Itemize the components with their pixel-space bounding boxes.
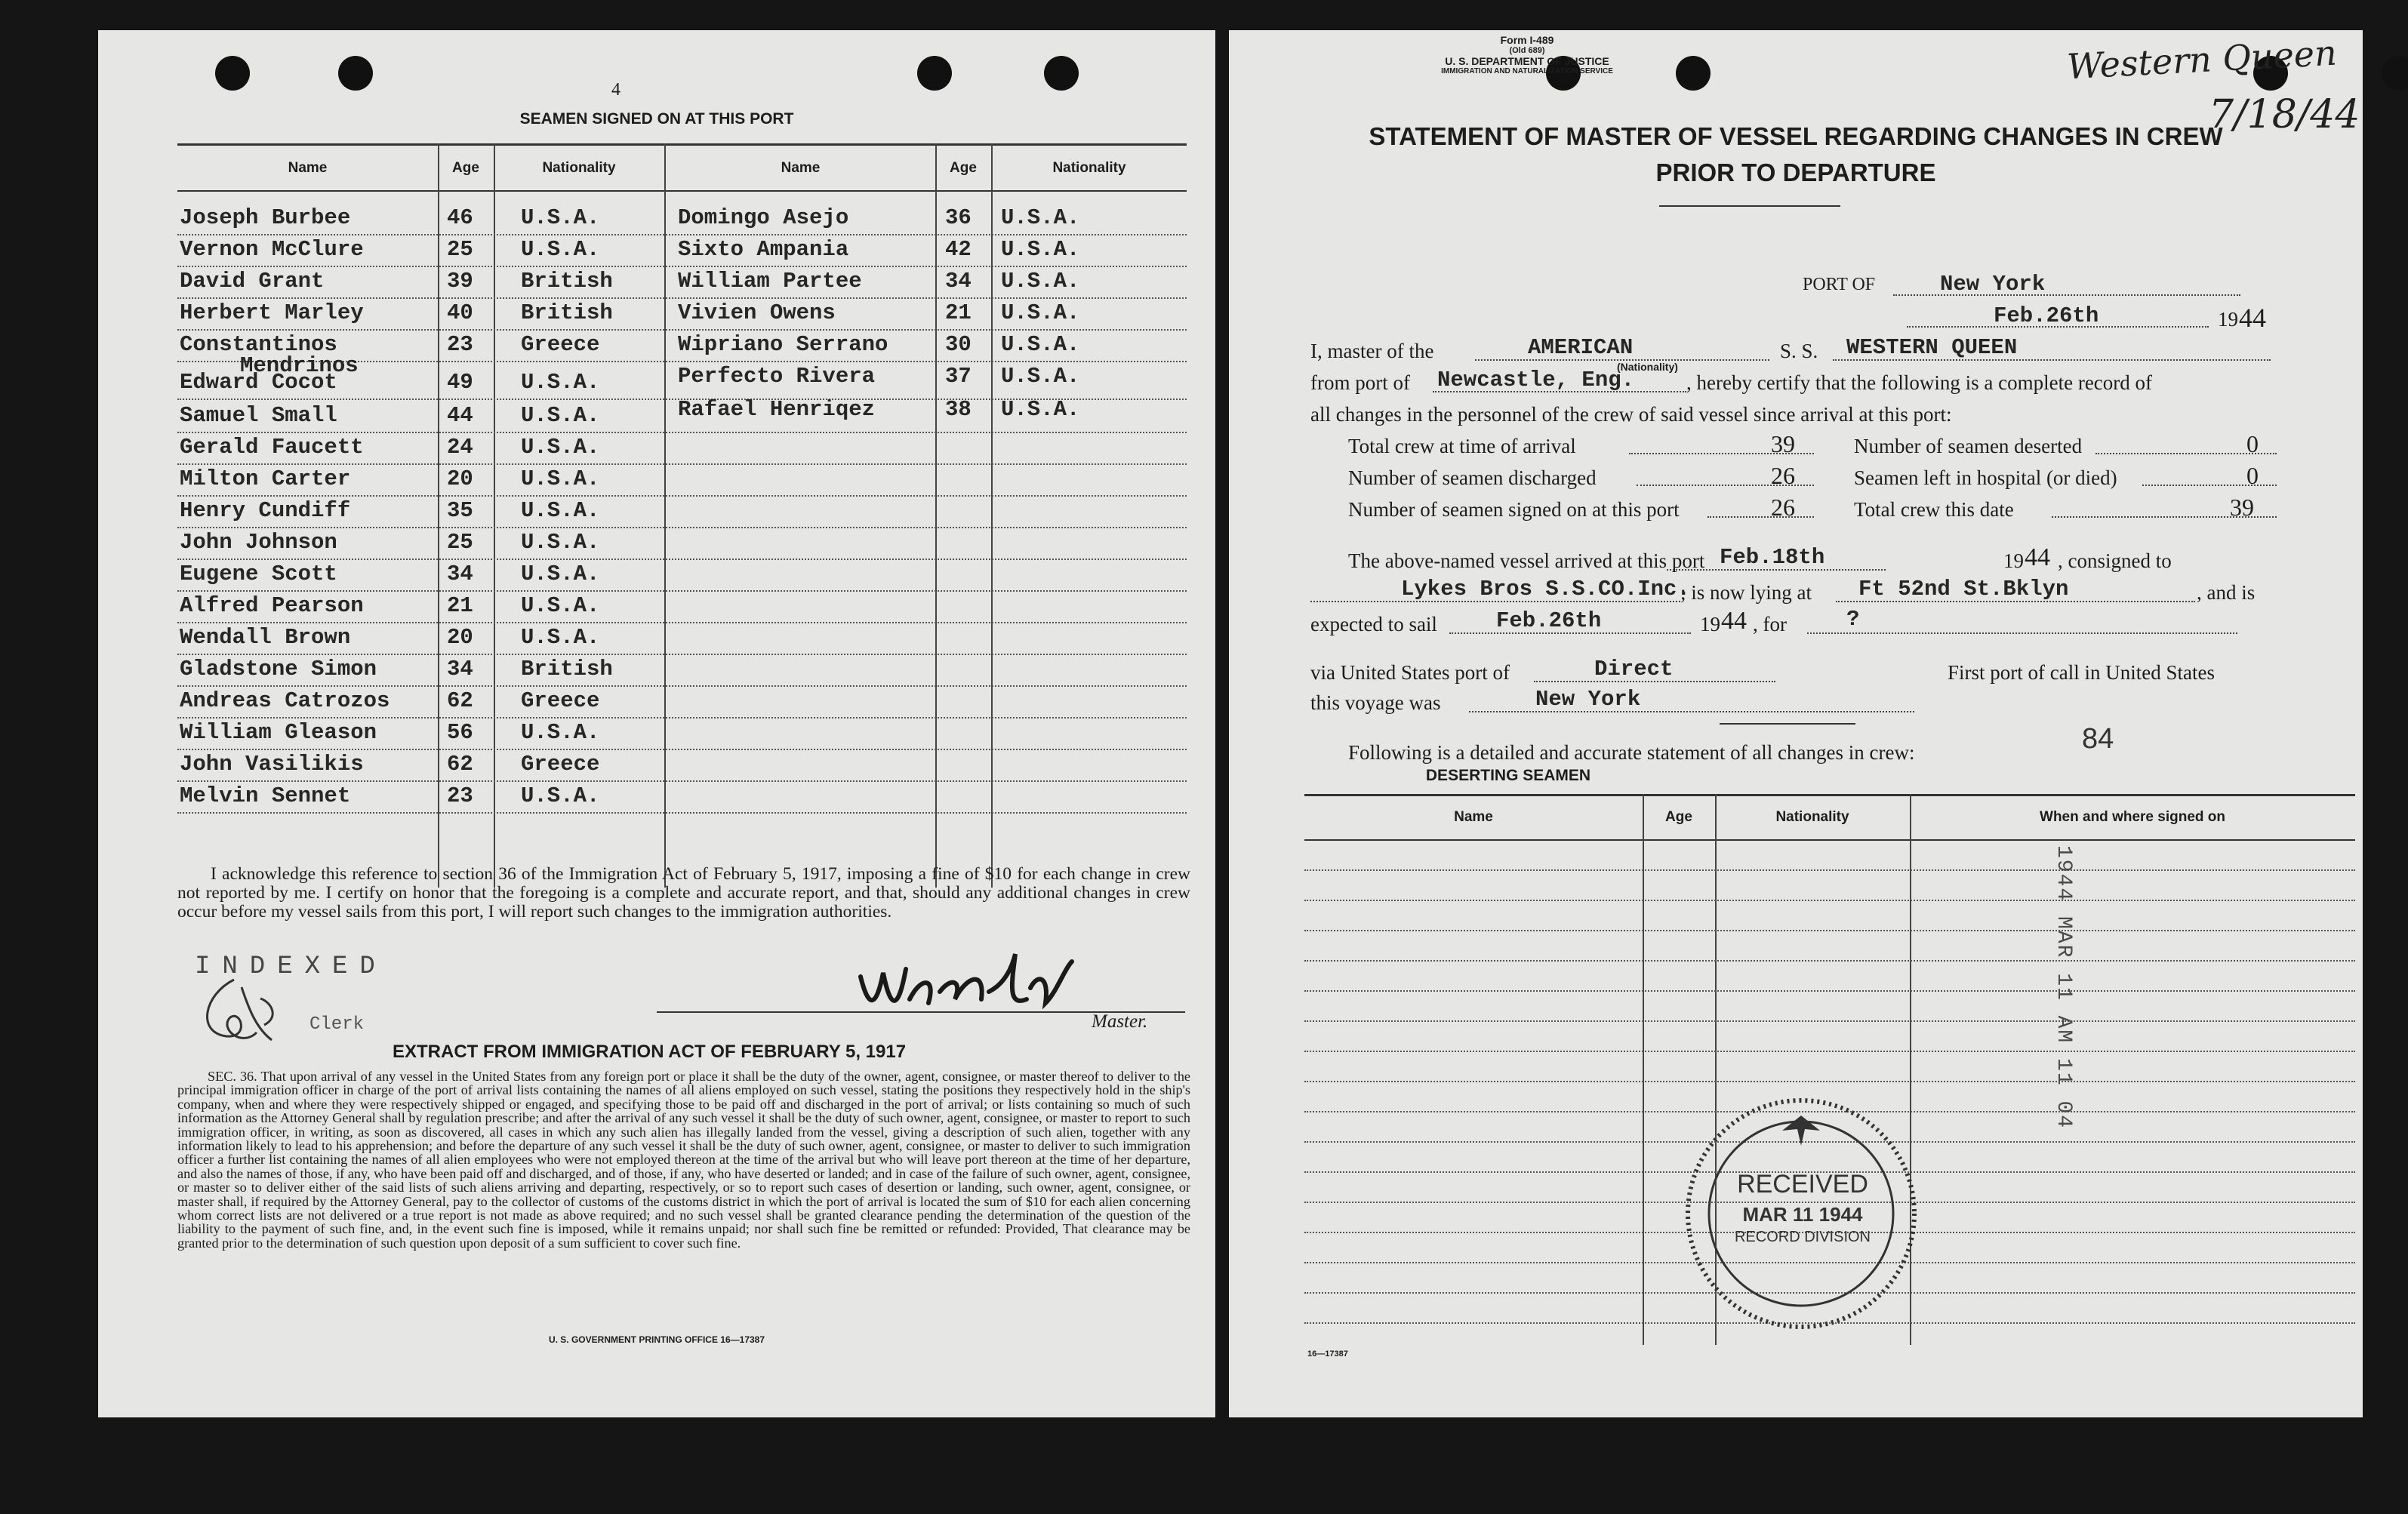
footer-code: 16—17387 xyxy=(1307,1349,1348,1359)
col-header-nationality: Nationality xyxy=(1052,160,1126,176)
via-value: Direct xyxy=(1594,657,1674,682)
stamp-date-text: MAR 11 1944 xyxy=(1742,1203,1863,1226)
left-page xyxy=(98,30,1215,1417)
table-row-age: 62 xyxy=(447,752,473,777)
col-header-age: Age xyxy=(950,160,977,176)
table-row-name: Perfecto Rivera xyxy=(678,364,876,389)
table-row-nationality: U.S.A. xyxy=(521,783,600,808)
table-row-nationality: Greece xyxy=(521,332,600,357)
voyage-value: New York xyxy=(1535,687,1641,712)
year-suffix: 44 xyxy=(2239,303,2266,333)
year-prefix: 19 xyxy=(2218,308,2238,331)
following-text: Following is a detailed and accurate statement of all changes in crew: xyxy=(1348,741,1915,764)
table-row xyxy=(1304,900,2355,901)
table-row-nationality: U.S.A. xyxy=(521,435,600,460)
table-row-name: Gladstone Simon xyxy=(180,657,377,682)
table-row-nationality: U.S.A. xyxy=(1001,397,1080,422)
table-row-name-cont: Mendrinos xyxy=(240,353,359,378)
table-row-age: 34 xyxy=(945,269,972,294)
table-row-nationality: Greece xyxy=(521,752,600,777)
table-row-name: Wendall Brown xyxy=(180,625,351,650)
table-row-name: Joseph Burbee xyxy=(180,205,351,230)
table-row-age: 46 xyxy=(447,205,473,230)
vertical-time-stamp: 1944 MAR 11 AM 11 04 xyxy=(2052,845,2075,1130)
stamp-received-text: RECEIVED xyxy=(1737,1170,1868,1199)
table-row-age: 38 xyxy=(945,397,972,422)
table-row-age: 23 xyxy=(447,783,473,808)
table-row-age: 35 xyxy=(447,498,473,523)
handwritten-date-note: 7/18/44 xyxy=(2209,92,2360,137)
table-row-age: 37 xyxy=(945,364,972,389)
discharged-label: Number of seamen discharged xyxy=(1348,466,1597,489)
table-row-age: 34 xyxy=(447,562,473,586)
table-row-nationality: Greece xyxy=(521,688,600,713)
table-row-nationality: U.S.A. xyxy=(521,720,600,745)
table-row-nationality: British xyxy=(521,300,613,325)
form-header xyxy=(1399,35,1655,77)
deserted-label: Number of seamen deserted xyxy=(1854,435,2083,457)
table-row-name: Edward Cocot xyxy=(180,370,337,395)
table-row-name: Melvin Sennet xyxy=(180,783,351,808)
col-header-age: Age xyxy=(452,160,479,176)
table-row xyxy=(1304,930,2355,931)
table-row-nationality: U.S.A. xyxy=(1001,300,1080,325)
table-row xyxy=(1304,869,2355,871)
clerk-initials-signature xyxy=(189,957,309,1048)
table-row-age: 42 xyxy=(945,237,972,262)
all-changes-text: all changes in the personnel of the crew of said vessel since arrival at this port: xyxy=(1310,403,1952,426)
d-col-header-when: When and where signed on xyxy=(2040,809,2225,825)
for-value: ? xyxy=(1846,607,1860,632)
table-row xyxy=(1304,1081,2355,1082)
lying-label: ; is now lying at xyxy=(1680,581,1812,604)
certify-text: , hereby certify that the following is a complete record of xyxy=(1686,371,2153,394)
form-title-line1: STATEMENT OF MASTER OF VESSEL REGARDING CHANGES IN CREW xyxy=(1369,122,2223,150)
port-of-value: New York xyxy=(1940,272,2046,297)
table-row-name: Eugene Scott xyxy=(180,562,337,586)
table-row-nationality: U.S.A. xyxy=(521,625,600,650)
punch-hole-icon xyxy=(338,56,373,91)
sail-year-prefix: 19 xyxy=(1700,613,1720,635)
hospital-label: Seamen left in hospital (or died) xyxy=(1854,466,2117,489)
punch-hole-icon xyxy=(215,56,250,91)
table-row-nationality: U.S.A. xyxy=(521,370,600,395)
table-row xyxy=(1304,1051,2355,1052)
via-label: via United States port of xyxy=(1310,661,1510,684)
table-row-nationality: U.S.A. xyxy=(521,530,600,555)
form-title-line2: PRIOR TO DEPARTURE xyxy=(1655,158,1936,186)
acknowledgement-text: I acknowledge this reference to section 36 of the Immigration Act of February 5, 1917, imposing a fine of $10 for each change in crew not reported by me. I certify on honor that the foregoing is a complete and accurate report, and that, should any additional changes in crew occur before my vessel sails from this port, I will report such changes to the immigration authorities. xyxy=(177,864,1190,922)
sail-year-suffix: 44 xyxy=(1721,607,1747,635)
total-crew-arrival-label: Total crew at time of arrival xyxy=(1348,435,1576,457)
extract-text: SEC. 36. That upon arrival of any vessel in the United States from any foreign port or place it shall be the duty of the owner, agent, consignee, or master thereof to deliver to the principal immigration officer in charge of the port of arrival lists containing the names of all aliens employed on such vessel, stating the positions they respectively hold in the ship's company, when and where they were respectively shipped or engaged, and specifying those to be paid off and discharged in the port of arrival; or lists containing so much of such information as the Attorney General shall by regulation prescribe; and after the arrival of any such vessel it shall be the duty of such owner, agent, consignee, or master to report to such immigration officer, in writing, as soon as discovered, all cases in which any such alien has illegally landed from the vessel, giving a description of such alien, together with any information likely to lead to his apprehension; and before the departure of any such vessel it shall be the duty of such owner, agent, consignee, or master to deliver to such immigration officer a further list containing the names of all alien employees who were not employed thereon at the time of the arrival but who will leave port thereon at the time of her departure, and also the names of those, if any, who have been paid off and discharged, and of those, if any, who have deserted or landed; and in case of the failure of such owner, agent, consignee, or master so to deliver either of the said lists of such aliens arriving and departing, respectively, or so to report such cases of desertion or landing, such owner, agent, consignee, or master shall, if required by the Attorney General, pay to the collector of customs of the customs district in which the port of arrival is located the sum of $10 for each alien concerning whom correct lists are not delivered or a true report is not made as above required; and no such vessel shall be granted clearance pending the determination of the question of the liability to the payment of such fine, and, in the event such fine is imposed, while it remains unpaid; nor shall such fine be remitted or refunded: Provided, That clearance may be granted prior to the determination of such question upon deposit of a sum sufficient to cover such fine. xyxy=(177,1069,1190,1251)
table-row-age: 62 xyxy=(447,688,473,713)
table-row xyxy=(1304,990,2355,992)
and-is-text: , and is xyxy=(2197,581,2256,604)
table-row-name: Constantinos xyxy=(180,332,337,357)
table-row-age: 44 xyxy=(447,403,473,428)
table-row-age: 36 xyxy=(945,205,972,230)
deserted-value: 0 xyxy=(2246,430,2259,457)
table-row-nationality: British xyxy=(521,657,613,682)
indexed-stamp: INDEXED xyxy=(195,952,387,981)
col-header-name: Name xyxy=(288,160,328,176)
table-row-age: 24 xyxy=(447,435,473,460)
nationality-value: AMERICAN xyxy=(1528,335,1634,360)
table-row-name: Rafael Henriqez xyxy=(678,397,876,422)
deserting-title: DESERTING SEAMEN xyxy=(1425,767,1591,784)
master-signature xyxy=(853,946,1079,1014)
table-row-name: Herbert Marley xyxy=(180,300,364,325)
table-row xyxy=(1304,1020,2355,1022)
table-row-name: Milton Carter xyxy=(180,466,351,491)
arrived-date-value: Feb.18th xyxy=(1720,545,1825,570)
table-row-name: William Partee xyxy=(678,269,862,294)
d-col-header-name: Name xyxy=(1454,809,1493,825)
table-row-name: Wipriano Serrano xyxy=(678,332,888,357)
vessel-name: WESTERN QUEEN xyxy=(1846,335,2018,360)
nationality-caption: (Nationality) xyxy=(1617,361,1678,373)
table-row-nationality: U.S.A. xyxy=(521,205,600,230)
master-of-label: I, master of the xyxy=(1310,340,1434,362)
hospital-value: 0 xyxy=(2246,462,2259,489)
form-number: Form I-489 xyxy=(1500,34,1554,46)
table-row-nationality: British xyxy=(521,269,613,294)
stamp-division-text: RECORD DIVISION xyxy=(1734,1229,1871,1245)
service: IMMIGRATION AND NATURALIZATION SERVICE xyxy=(1441,67,1613,75)
table-row-age: 21 xyxy=(945,300,972,325)
table-row-nationality: U.S.A. xyxy=(1001,269,1080,294)
total-crew-date-label: Total crew this date xyxy=(1854,498,2014,521)
right-page xyxy=(1229,30,2363,1417)
for-label: , for xyxy=(1753,613,1787,635)
table-row-nationality: U.S.A. xyxy=(521,466,600,491)
table-row-name: David Grant xyxy=(180,269,325,294)
table-row-age: 20 xyxy=(447,466,473,491)
punch-hole-icon xyxy=(1676,56,1711,91)
table-row-age: 40 xyxy=(447,300,473,325)
table-row-nationality: U.S.A. xyxy=(521,562,600,586)
table-row-name: Domingo Asejo xyxy=(678,205,849,230)
signed-on-label: Number of seamen signed on at this port xyxy=(1348,498,1680,521)
handwritten-number: 84 xyxy=(2082,723,2114,755)
department: U. S. DEPARTMENT OF JUSTICE xyxy=(1445,55,1609,67)
table-row-name: John Vasilikis xyxy=(180,752,364,777)
table-row-nationality: U.S.A. xyxy=(521,593,600,618)
d-col-header-age: Age xyxy=(1665,809,1692,825)
page-number: 4 xyxy=(611,80,620,100)
table-row-nationality: U.S.A. xyxy=(1001,332,1080,357)
consigned-label: , consigned to xyxy=(2058,549,2172,572)
table-row-age: 39 xyxy=(447,269,473,294)
table-row-nationality: U.S.A. xyxy=(1001,237,1080,262)
table-row-name: John Johnson xyxy=(180,530,337,555)
table-row-name: Gerald Faucett xyxy=(180,435,364,460)
table-row-nationality: U.S.A. xyxy=(1001,364,1080,389)
arrived-label: The above-named vessel arrived at this port xyxy=(1348,549,1705,572)
total-crew-arrival-value: 39 xyxy=(1771,430,1795,457)
lying-at-value: Ft 52nd St.Bklyn xyxy=(1858,577,2069,602)
arrived-year-prefix: 19 xyxy=(2003,549,2024,572)
table-row-name: Vivien Owens xyxy=(678,300,836,325)
extract-title: EXTRACT FROM IMMIGRATION ACT OF FEBRUARY 5, 1917 xyxy=(393,1042,907,1062)
date-value: Feb.26th xyxy=(1994,303,2099,328)
punch-hole-icon xyxy=(1044,56,1079,91)
port-of-label: PORT OF xyxy=(1803,275,1876,294)
table-row-age: 30 xyxy=(945,332,972,357)
punch-hole-icon xyxy=(2382,56,2408,91)
from-port-label: from port of xyxy=(1310,371,1410,394)
table-row-age: 20 xyxy=(447,625,473,650)
table-row xyxy=(1304,960,2355,962)
table-row-age: 21 xyxy=(447,593,473,618)
table-row-age: 25 xyxy=(447,530,473,555)
printing-office: U. S. GOVERNMENT PRINTING OFFICE 16—17387 xyxy=(548,1334,765,1345)
table-row-name: Alfred Pearson xyxy=(180,593,364,618)
signed-on-value: 26 xyxy=(1771,494,1795,521)
table-row-name: Andreas Catrozos xyxy=(180,688,390,713)
form-old: (Old 689) xyxy=(1509,46,1545,55)
table-row-nationality: U.S.A. xyxy=(521,403,600,428)
total-crew-date-value: 39 xyxy=(2230,494,2254,521)
consignee-value: Lykes Bros S.S.CO.Inc. xyxy=(1401,577,1690,602)
table-row-age: 34 xyxy=(447,657,473,682)
table-row-age: 49 xyxy=(447,370,473,395)
table-row-nationality: U.S.A. xyxy=(521,498,600,523)
ss-label: S. S. xyxy=(1780,340,1818,362)
clerk-label: Clerk xyxy=(309,1014,365,1035)
arrived-year-suffix: 44 xyxy=(2025,543,2050,571)
discharged-value: 26 xyxy=(1771,462,1795,489)
master-label: Master. xyxy=(1092,1011,1148,1032)
table-row-nationality: U.S.A. xyxy=(1001,205,1080,230)
table-row-name: Vernon McClure xyxy=(180,237,364,262)
table-row-age: 23 xyxy=(447,332,473,357)
table-row-name: Henry Cundiff xyxy=(180,498,351,523)
from-port-value: Newcastle, Eng. xyxy=(1437,368,1635,392)
table-row-age: 56 xyxy=(447,720,473,745)
table-row-name: Samuel Small xyxy=(180,403,337,428)
expected-label: expected to sail xyxy=(1310,613,1437,635)
table-row-name: William Gleason xyxy=(180,720,377,745)
handwritten-vessel-note: Western Queen xyxy=(2065,32,2338,88)
voyage-label: this voyage was xyxy=(1310,691,1441,714)
section-title: SEAMEN SIGNED ON AT THIS PORT xyxy=(519,110,794,128)
d-col-header-nationality: Nationality xyxy=(1775,809,1849,825)
table-row-nationality: U.S.A. xyxy=(521,237,600,262)
first-port-label: First port of call in United States xyxy=(1948,661,2215,684)
punch-hole-icon xyxy=(917,56,952,91)
col-header-name: Name xyxy=(781,160,821,176)
sail-date-value: Feb.26th xyxy=(1496,608,1602,633)
col-header-nationality: Nationality xyxy=(542,160,616,176)
table-row-age: 25 xyxy=(447,237,473,262)
table-row-name: Sixto Ampania xyxy=(678,237,849,262)
